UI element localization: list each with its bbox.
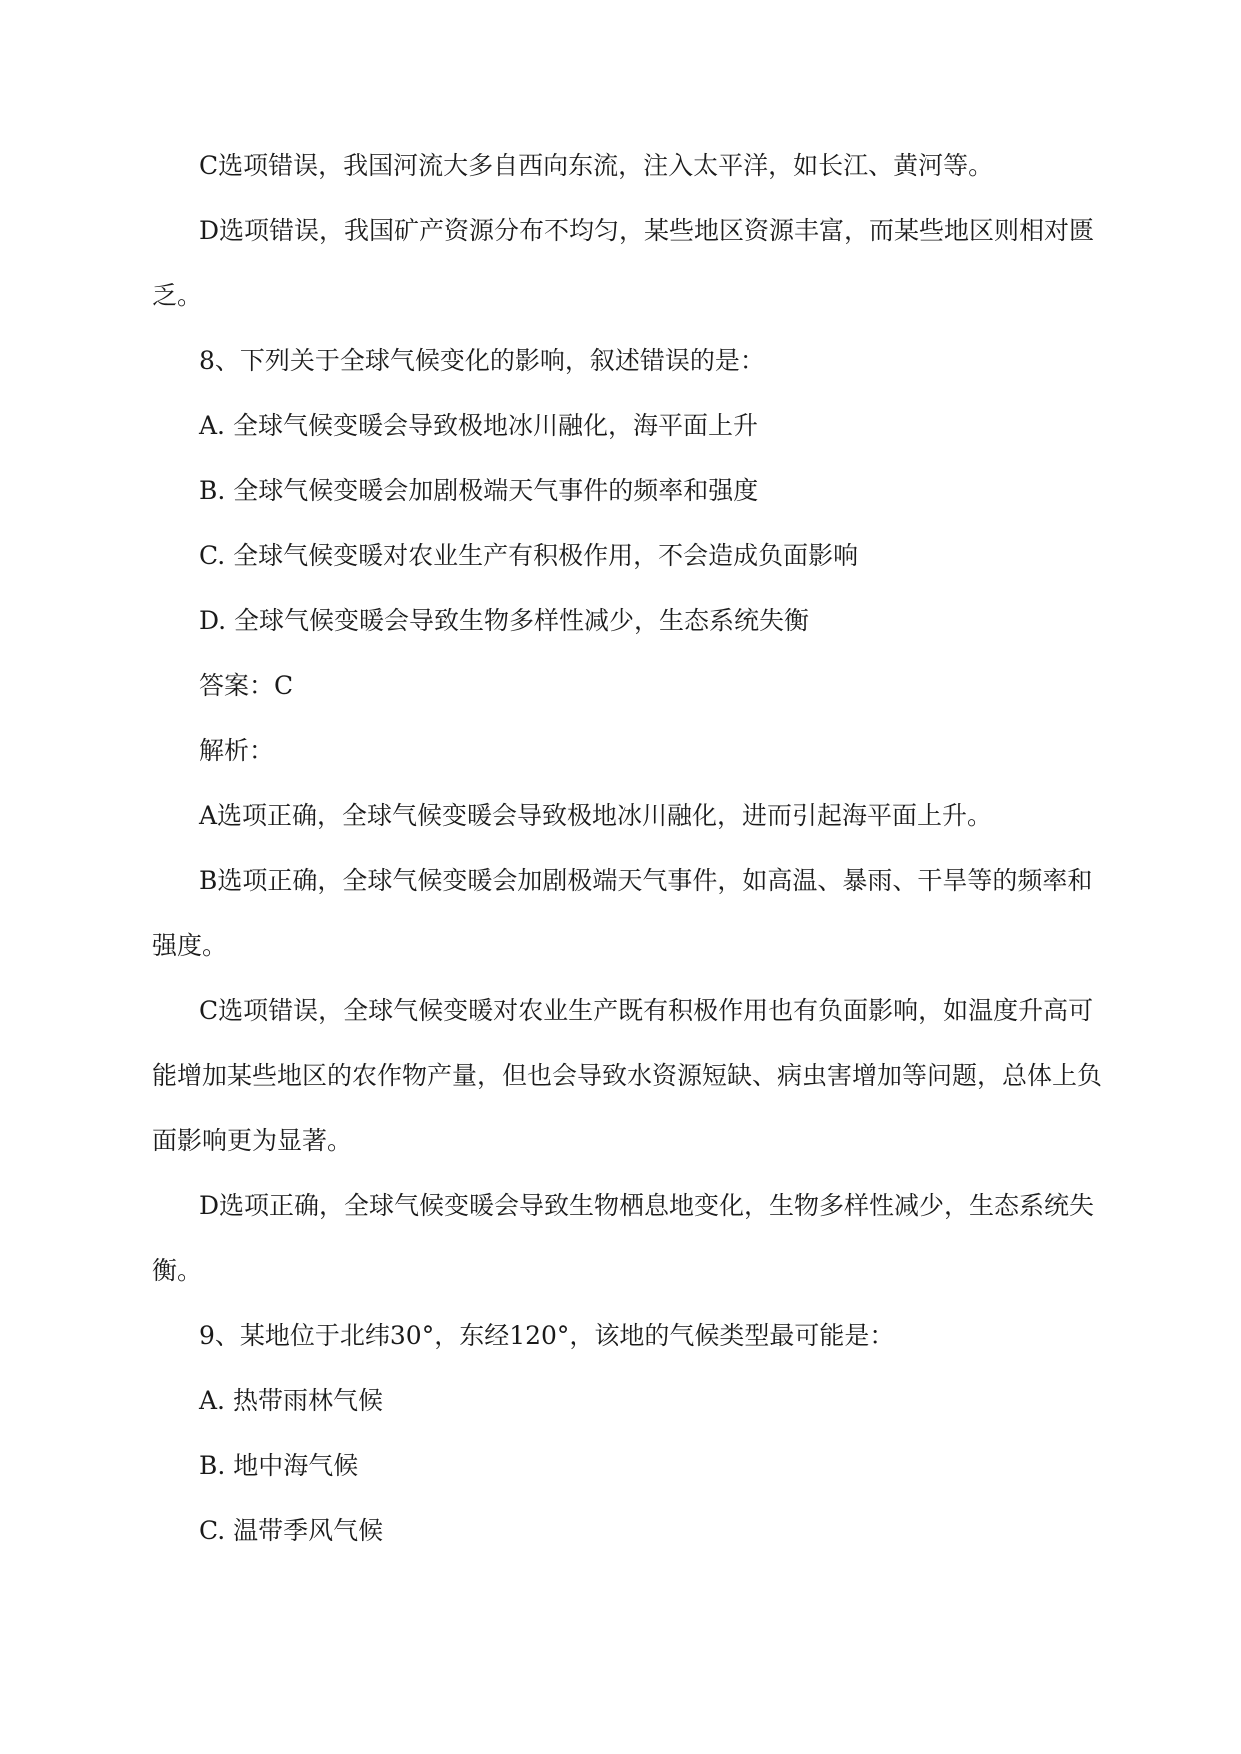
q8-analysis-c-cont1: 能增加某些地区的农作物产量，但也会导致水资源短缺、病虫害增加等问题，总体上负 (152, 1061, 1103, 1090)
q9-option-b: B. 地中海气候 (199, 1451, 359, 1480)
q8-analysis-d-cont: 衡。 (152, 1256, 203, 1285)
analysis-c-prev: C选项错误，我国河流大多自西向东流，注入太平洋，如长江、黄河等。 (199, 151, 994, 180)
q8-analysis-label: 解析： (199, 736, 275, 765)
question-8: 8、下列关于全球气候变化的影响，叙述错误的是： (199, 346, 765, 375)
analysis-d-prev-cont: 乏。 (152, 281, 203, 310)
q8-answer: 答案：C (199, 671, 294, 700)
q9-option-c: C. 温带季风气候 (199, 1516, 384, 1545)
q8-option-c: C. 全球气候变暖对农业生产有积极作用，不会造成负面影响 (199, 541, 859, 570)
q8-option-a: A. 全球气候变暖会导致极地冰川融化，海平面上升 (199, 411, 758, 440)
q8-analysis-b-cont: 强度。 (152, 931, 228, 960)
q9-option-a: A. 热带雨林气候 (199, 1386, 383, 1415)
q8-analysis-d: D选项正确，全球气候变暖会导致生物栖息地变化，生物多样性减少，生态系统失 (199, 1191, 1095, 1220)
analysis-d-prev: D选项错误，我国矿产资源分布不均匀，某些地区资源丰富，而某些地区则相对匮 (199, 216, 1095, 245)
question-9: 9、某地位于北纬30°，东经120°，该地的气候类型最可能是： (199, 1321, 895, 1350)
q8-analysis-b: B选项正确，全球气候变暖会加剧极端天气事件，如高温、暴雨、干旱等的频率和 (199, 866, 1093, 895)
q8-analysis-a: A选项正确，全球气候变暖会导致极地冰川融化，进而引起海平面上升。 (199, 801, 993, 830)
q8-option-d: D. 全球气候变暖会导致生物多样性减少，生态系统失衡 (199, 606, 810, 635)
q8-option-b: B. 全球气候变暖会加剧极端天气事件的频率和强度 (199, 476, 759, 505)
q8-analysis-c: C选项错误，全球气候变暖对农业生产既有积极作用也有负面影响，如温度升高可 (199, 996, 1094, 1025)
q8-analysis-c-cont2: 面影响更为显著。 (152, 1126, 353, 1155)
